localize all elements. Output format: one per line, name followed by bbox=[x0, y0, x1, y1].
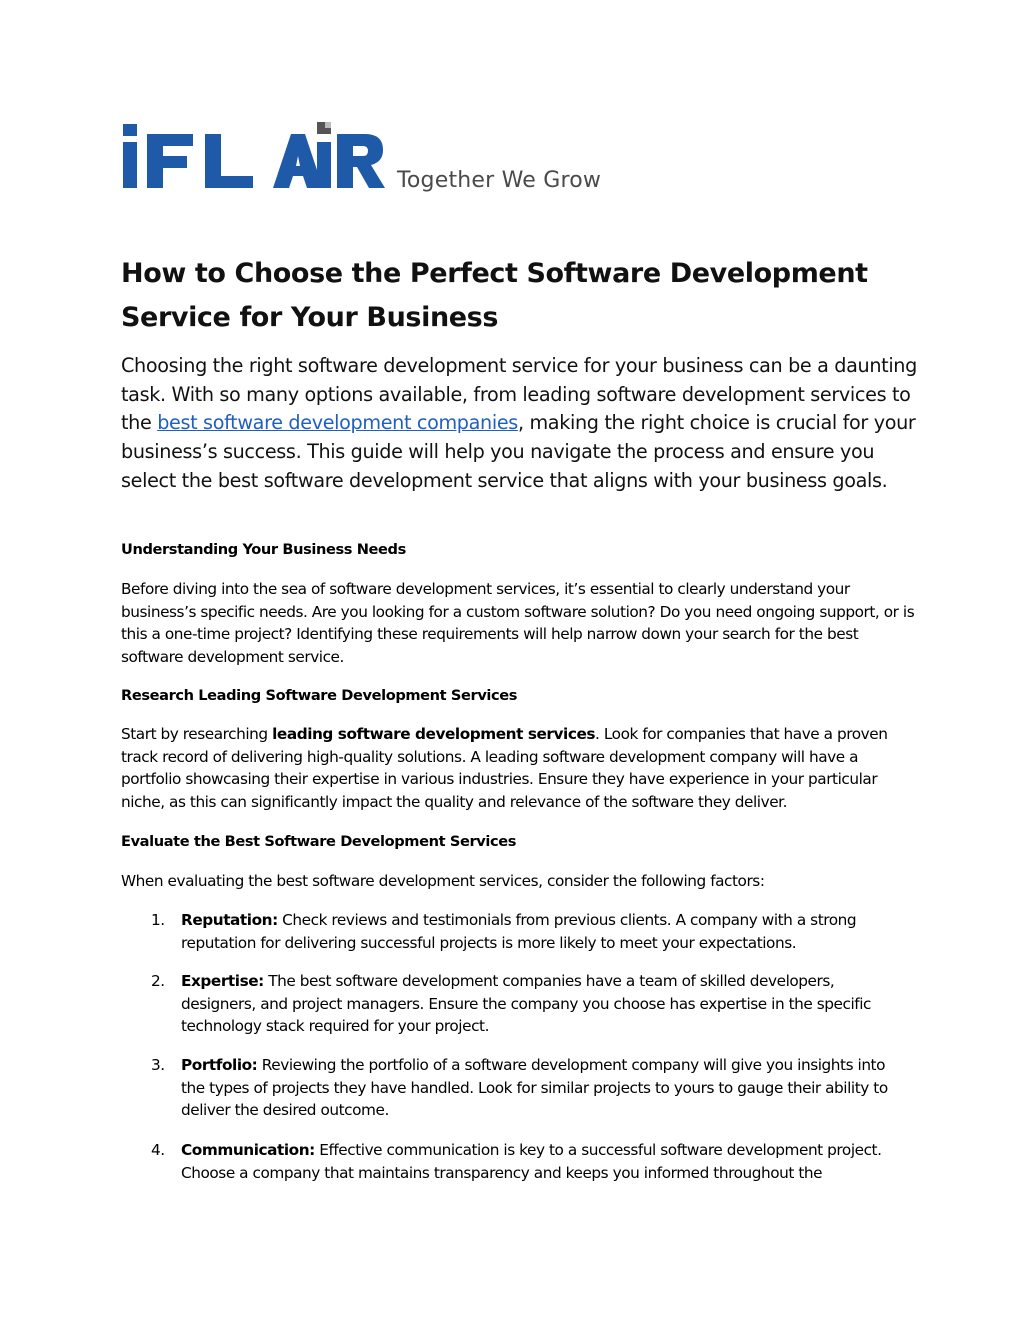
section-body-evaluate: When evaluating the best software development services, consider the following factors: bbox=[121, 872, 765, 890]
list-text: Check reviews and testimonials from previous clients. A company with a strong reputation for delivering successful projects is more likely to meet your expectations. bbox=[181, 911, 857, 952]
list-label: Reputation: bbox=[181, 911, 278, 929]
intro-paragraph bbox=[121, 352, 921, 496]
list-text: Reviewing the portfolio of a software development company will give you insights into the types of projects they have handled. Look for similar projects to yours to gauge their ability to deliver the desired outcome. bbox=[181, 1056, 888, 1119]
section-heading-research: Research Leading Software Development Services bbox=[121, 687, 518, 704]
list-text: Effective communication is key to a successful software development project. Choose a company that maintains transparency and keeps you informed throughout the bbox=[181, 1141, 882, 1182]
intro-text-end: , making the right choice is crucial for your business’s success. This guide will help you navigate the process and ensure you select the best software development service that aligns with your business goals. bbox=[121, 411, 916, 492]
list-number: 2. bbox=[151, 972, 165, 990]
list-text: The best software development companies have a team of skilled developers, designers, and project managers. Ensure the company you choose has expertise in the specific technology stack required for your project. bbox=[181, 972, 871, 1035]
iflair-logo-icon bbox=[121, 120, 391, 196]
logo-tagline: Together We Grow bbox=[397, 168, 602, 193]
list-label: Portfolio: bbox=[181, 1056, 258, 1074]
section-heading-evaluate: Evaluate the Best Software Development Services bbox=[121, 833, 517, 850]
list-item bbox=[121, 1139, 911, 1184]
list-label: Communication: bbox=[181, 1141, 315, 1159]
section-body-needs: Before diving into the sea of software development services, it’s essential to clearly understand your business’s specific needs. Are you looking for a custom software solution? Do you need ongoing support, or is this a one-time project? Identifying these requirements will help narrow down your search for the best software development service. bbox=[121, 580, 915, 666]
list-label: Expertise: bbox=[181, 972, 264, 990]
list-item bbox=[121, 970, 911, 1038]
list-item bbox=[121, 1054, 911, 1122]
intro-text-start: Choosing the right software development service for your business can be a daunting task. With so many options available, from leading software development services to the bbox=[121, 354, 917, 435]
section-heading-needs: Understanding Your Business Needs bbox=[121, 541, 406, 558]
list-item bbox=[121, 909, 911, 954]
research-text-start: Start by researching bbox=[121, 725, 273, 743]
page-title: How to Choose the Perfect Software Development Service for Your Business bbox=[121, 258, 868, 333]
company-logo bbox=[121, 120, 641, 196]
research-text-end: . Look for companies that have a proven track record of delivering high-quality solutions. A leading software development company will have a portfolio showcasing their expertise in various industries. Ensure they have experience in your particular niche, as this can significantly impact the quality and relevance of the software they deliver. bbox=[121, 725, 888, 811]
research-bold-text: leading software development services bbox=[272, 725, 596, 743]
list-number: 4. bbox=[151, 1141, 165, 1159]
best-companies-link[interactable]: best software development companies bbox=[157, 411, 518, 435]
section-body-research bbox=[121, 723, 921, 813]
list-number: 1. bbox=[151, 911, 165, 929]
list-number: 3. bbox=[151, 1056, 165, 1074]
